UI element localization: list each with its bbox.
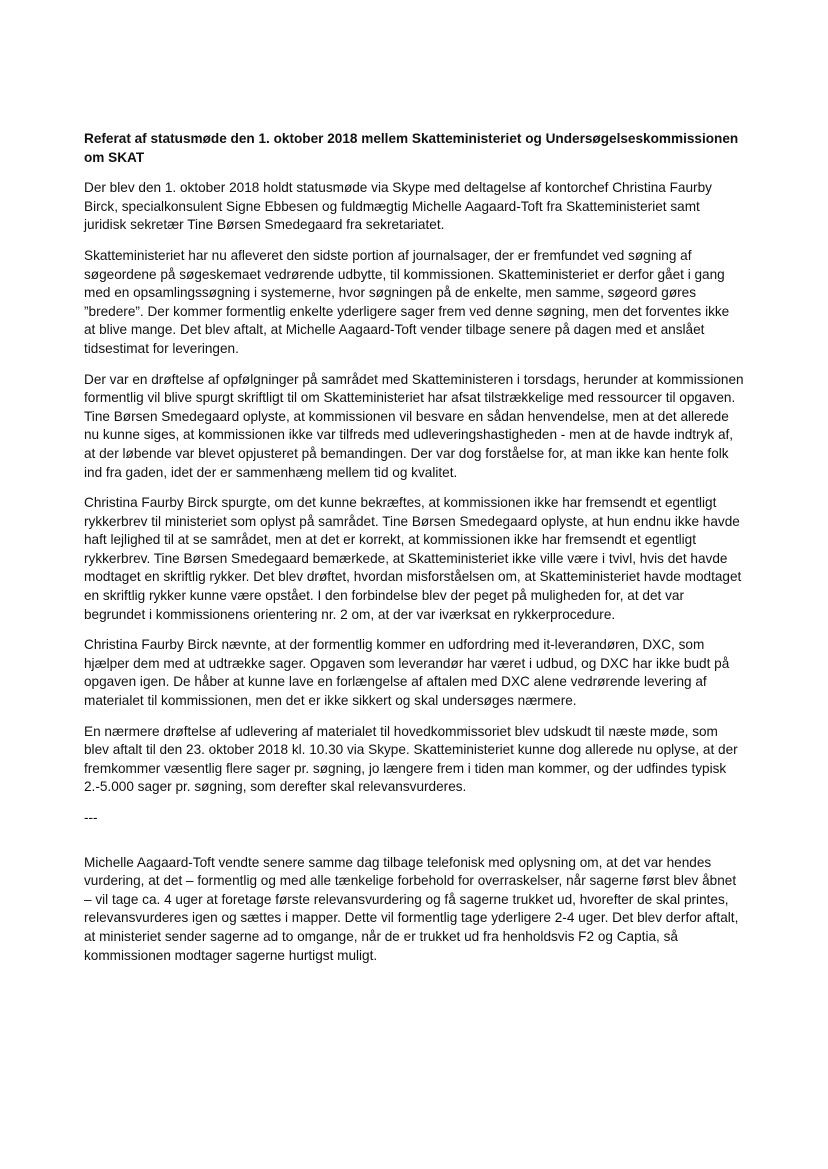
- paragraph-it-vendor: Christina Faurby Birck nævnte, at der formentlig kommer en udfordring med it-leverandøren, DXC, som hjælper dem med at udtrække sager. Opgaven som leverandør har været i udbud, og DXC har ikke budt på opgaven igen. De håber at kunne lave en forlængelse af aftalen med DXC alene vedrørende levering af materialet til kommissionen, men det er ikke sikkert og skal undersøges nærmere.: [84, 637, 730, 709]
- paragraph-closing: Michelle Aagaard-Toft vendte senere samme dag tilbage telefonisk med oplysning om, at det var hendes vurdering, at det – formentlig og med alle tænkelige forbehold for overraskelser, når sagerne først blev åbnet – vil tage ca. 4 uger at foretage første relevansvurdering og få sagerne trukket ud, hvorefter de skal printes, relevansvurderes igen og sættes i mapper. Dette vil formentlig tage yderligere 2-4 uger. Det blev derfor aftalt, at ministeriet sender sagerne ad to omgange, når de er trukket ud fra henholdsvis F2 og Captia, så kommissionen modtager sagerne hurtigst muligt.: [84, 854, 739, 963]
- paragraph-council-followup: Der var en drøftelse af opfølgninger på samrådet med Skatteministeren i torsdags, herunder at kommissionen formentlig vil blive spurgt skriftligt til om Skatteministeriet har afsat tilstrækkelige med ressourcer til opgaven. Tine Børsen Smedegaard oplyste, at kommissionen vil besvare en sådan henvendelse, men at det allerede nu kunne siges, at kommissionen ikke var tilfreds med udleveringshastigheden - men at de havde indtryk af, at der løbende var blevet opjusteret på bemandingen. Der var dog forståelse for, at man ikke kan hente folk ind fra gaden, idet der er sammenhæng mellem tid og kvalitet.: [84, 371, 744, 480]
- section-separator: ---: [84, 810, 98, 825]
- paragraph-attendees: Der blev den 1. oktober 2018 holdt statusmøde via Skype med deltagelse af kontorchef Christina Faurby Birck, specialkonsulent Signe Ebbesen og fuldmægtig Michelle Aagaard-Toft fra Skatteministeriet samt juridisk sekretær Tine Børsen Smedegaard fra sekretariatet.: [84, 180, 712, 233]
- document-title: Referat af statusmøde den 1. oktober 2018 mellem Skatteministeriet og Undersøgelseskommissionen om SKAT: [84, 131, 739, 165]
- paragraph-reminder-letter: Christina Faurby Birck spurgte, om det kunne bekræftes, at kommissionen ikke har fremsendt et egentligt rykkerbrev til ministeriet som oplyst på samrådet. Tine Børsen Smedegaard oplyste, at hun endnu ikke havde haft lejlighed til at se samrådet, men at det er korrekt, at kommissionen ikke har fremsendt et egentligt rykkerbrev. Tine Børsen Smedegaard bemærkede, at Skatteministeriet ikke ville være i tvivl, hvis det havde modtaget en skriftlig rykker. Det blev drøftet, hvordan misforståelsen om, at Skatteministeriet havde modtaget en skriftlig rykker kunne være opstået. I den forbindelse blev der peget på muligheden for, at det var begrundet i kommissionens orientering nr. 2 om, at der var iværksat en rykkerprocedure.: [84, 495, 742, 622]
- paragraph-journal-cases: Skatteministeriet har nu afleveret den sidste portion af journalsager, der er fremfundet ved søgning af søgeordene på søgeskemaet vedrørende udbytte, til kommissionen. Skatteministeriet er derfor gået i gang med en opsamlingssøgning i systemerne, hvor søgningen på de enkelte, men samme, søgeord gøres ”bredere”. Der kommer formentlig enkelte yderligere sager frem ved denne søgning, men det forventes ikke at blive mange. Det blev aftalt, at Michelle Aagaard-Toft vender tilbage senere på dagen med et anslået tidsestimat for leveringen.: [84, 247, 730, 356]
- document-page: [84, 130, 744, 977]
- paragraph-next-meeting: En nærmere drøftelse af udlevering af materialet til hovedkommissoriet blev udskudt til næste møde, som blev aftalt til den 23. oktober 2018 kl. 10.30 via Skype. Skatteministeriet kunne dog allerede nu oplyse, at der fremkommer væsentlig flere sager pr. søgning, jo længere frem i tiden man kommer, og der udfindes typisk 2.-5.000 sager pr. søgning, som derefter skal relevansvurderes.: [84, 723, 738, 795]
